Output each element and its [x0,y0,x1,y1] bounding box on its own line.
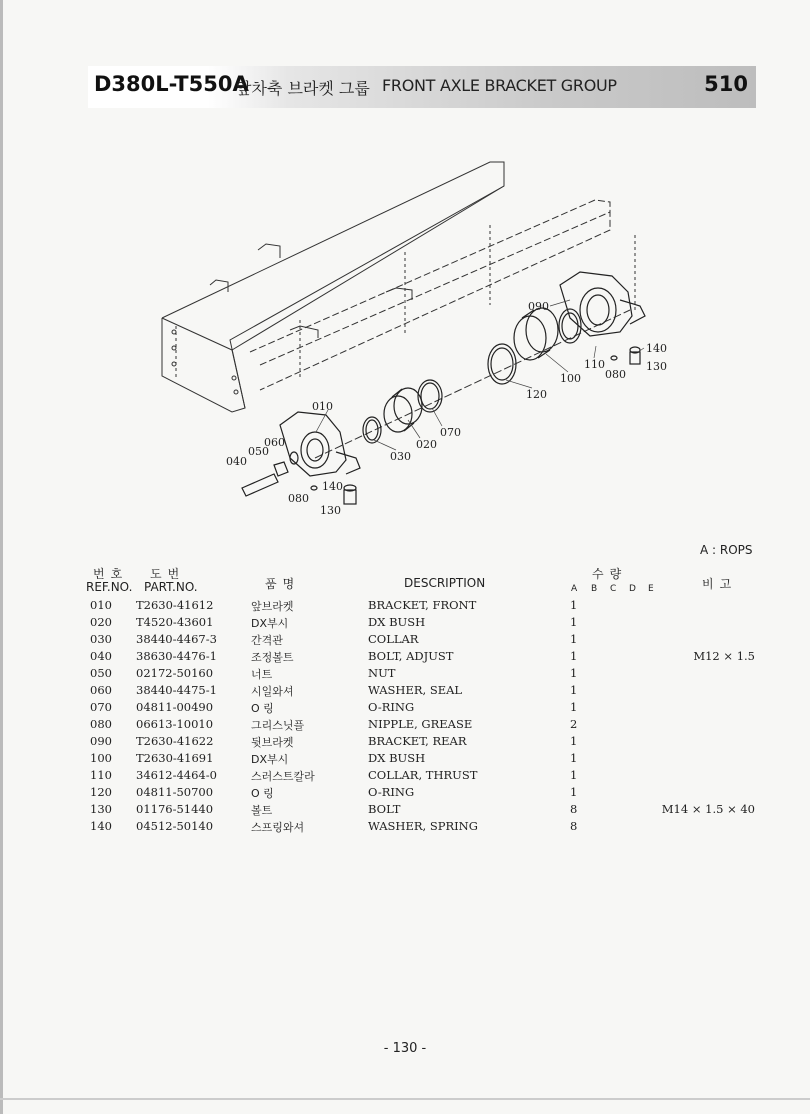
callout-100: 100 [560,372,581,385]
part-no: 04811-00490 [136,700,214,714]
part-description: WASHER, SEAL [368,683,463,697]
quantity: 1 [570,785,578,799]
part-no: 38440-4475-1 [136,683,217,697]
part-name-kr: 앞브라켓 [251,600,294,613]
page-bottom-line [0,1098,810,1100]
ref-no: 090 [90,734,112,748]
part-no: 04811-50700 [136,785,214,799]
ref-no-header: REF.NO. [86,580,133,594]
part-description: DX BUSH [368,615,426,629]
group-title-english: FRONT AXLE BRACKET GROUP [382,76,617,95]
callout-110: 110 [584,358,605,371]
part-description: COLLAR [368,632,419,646]
callout-leaders [316,300,644,450]
part-name-kr: O 링 [251,787,274,800]
table-row [0,683,810,700]
part-description: BOLT, ADJUST [368,649,454,663]
part-name-kr: 스프링와셔 [251,821,305,834]
ref-no: 070 [90,700,112,714]
ref-no: 010 [90,598,112,612]
table-row [0,666,810,683]
ref-no-header-kr: 번호 [93,567,129,581]
quantity: 1 [570,700,578,714]
quantity: 1 [570,768,578,782]
part-no: 34612-4464-0 [136,768,217,782]
part-no: 01176-51440 [136,802,214,816]
ref-no: 140 [90,819,112,833]
table-row [0,768,810,785]
quantity: 1 [570,615,578,629]
table-row [0,632,810,649]
callout-140-front: 140 [322,480,343,493]
remarks: M12 × 1.5 [693,649,755,663]
callout-130-rear: 130 [646,360,667,373]
name-header-kr: 품명 [265,577,301,591]
callout-060: 060 [264,436,285,449]
callout-070: 070 [440,426,461,439]
ref-no: 100 [90,751,112,765]
ref-no: 030 [90,632,112,646]
section-code: 510 [704,72,748,96]
part-name-kr: 시일와셔 [251,685,294,698]
part-description: COLLAR, THRUST [368,768,478,782]
ref-no: 110 [90,768,112,782]
part-no: 02172-50160 [136,666,214,680]
part-description: DX BUSH [368,751,426,765]
quantity: 1 [570,683,578,697]
table-row [0,598,810,615]
part-name-kr: 조정볼트 [251,651,294,664]
ref-no: 130 [90,802,112,816]
part-no: T2630-41622 [136,734,214,748]
part-name-kr: 그리스닛플 [251,719,305,732]
ref-no: 060 [90,683,112,697]
part-description: WASHER, SPRING [368,819,478,833]
part-description: NIPPLE, GREASE [368,717,473,731]
part-description: BOLT [368,802,401,816]
callout-140-rear: 140 [646,342,667,355]
remarks: M14 × 1.5 × 40 [661,802,755,816]
part-name-kr: 뒷브라켓 [251,736,294,749]
callout-090: 090 [528,300,549,313]
callout-130-front: 130 [320,504,341,517]
part-no: 04512-50140 [136,819,214,833]
part-description: NUT [368,666,396,680]
description-header: DESCRIPTION [404,576,486,590]
quantity: 1 [570,734,578,748]
ref-no: 040 [90,649,112,663]
quantity: 1 [570,751,578,765]
part-no: 38440-4467-3 [136,632,217,646]
part-name-kr: DX부시 [251,753,289,766]
callout-080-front: 080 [288,492,309,505]
callout-010: 010 [312,400,333,413]
table-row [0,785,810,802]
table-row [0,751,810,768]
group-title-korean: 앞차축 브라켓 그룹 [236,79,370,98]
table-row [0,802,810,819]
quantity: 1 [570,649,578,663]
ref-no: 050 [90,666,112,680]
frame-rail-drawing [162,162,635,458]
part-no: 38630-4476-1 [136,649,217,663]
ref-no: 120 [90,785,112,799]
quantity: 8 [570,802,578,816]
part-no: 06613-10010 [136,717,214,731]
qty-col-b: B [591,584,598,594]
ref-no: 020 [90,615,112,629]
qty-col-e: E [648,584,654,594]
callout-030: 030 [390,450,411,463]
ref-no: 080 [90,717,112,731]
part-no: T4520-43601 [136,615,214,629]
quantity: 8 [570,819,578,833]
model-code: D380L-T550A [94,72,249,96]
qty-col-c: C [610,584,617,594]
callout-120: 120 [526,388,547,401]
page-number: - 130 - [383,1041,427,1056]
part-no-header-kr: 도번 [150,567,186,581]
qty-col-d: D [629,584,636,594]
table-row [0,700,810,717]
quantity: 2 [570,717,578,731]
callout-080-rear: 080 [605,368,626,381]
part-name-kr: 간격관 [251,634,283,647]
table-row [0,649,810,666]
part-name-kr: 볼트 [251,804,273,817]
exploded-parts-diagram [150,140,690,530]
callout-050: 050 [248,445,269,458]
remarks-header-kr: 비고 [702,577,738,591]
part-no: T2630-41691 [136,751,214,765]
part-name-kr: 스러스트칼라 [251,770,315,783]
part-name-kr: DX부시 [251,617,289,630]
part-description: O-RING [368,785,415,799]
part-no-header: PART.NO. [144,580,198,594]
callout-020: 020 [416,438,437,451]
table-row [0,734,810,751]
page-header [88,66,756,108]
quantity: 1 [570,632,578,646]
table-row [0,615,810,632]
part-name-kr: O 링 [251,702,274,715]
page-edge [0,0,3,1114]
part-description: BRACKET, REAR [368,734,467,748]
part-description: BRACKET, FRONT [368,598,477,612]
callout-040: 040 [226,455,247,468]
part-description: O-RING [368,700,415,714]
rops-note: A : ROPS [700,543,753,557]
table-row [0,717,810,734]
quantity: 1 [570,666,578,680]
part-name-kr: 너트 [251,668,273,681]
table-row [0,819,810,836]
qty-header-kr: 수량 [592,567,628,581]
qty-col-a: A [571,584,578,594]
part-no: T2630-41612 [136,598,214,612]
quantity: 1 [570,598,578,612]
